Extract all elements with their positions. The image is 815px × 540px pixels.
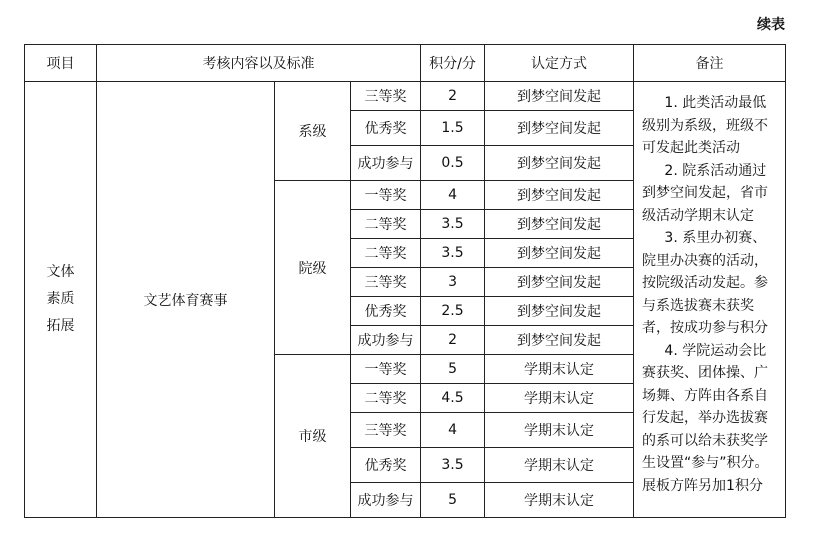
method-cell: 到梦空间发起 xyxy=(485,268,634,297)
method-cell: 到梦空间发起 xyxy=(485,210,634,239)
award-cell: 二等奖 xyxy=(351,384,421,413)
method-cell: 到梦空间发起 xyxy=(485,111,634,146)
award-cell: 三等奖 xyxy=(351,82,421,111)
header-score: 积分/分 xyxy=(421,45,485,82)
award-cell: 二等奖 xyxy=(351,239,421,268)
score-cell: 3 xyxy=(421,268,485,297)
score-table xyxy=(24,44,786,518)
award-cell: 优秀奖 xyxy=(351,297,421,326)
header-content: 考核内容以及标准 xyxy=(97,45,421,82)
score-cell: 4 xyxy=(421,413,485,448)
score-cell: 4.5 xyxy=(421,384,485,413)
notes-cell xyxy=(634,82,786,518)
score-cell: 4 xyxy=(421,181,485,210)
score-cell: 1.5 xyxy=(421,111,485,146)
event-cell: 文艺体育赛事 xyxy=(97,82,275,518)
level-city: 市级 xyxy=(275,355,351,518)
score-cell: 3.5 xyxy=(421,448,485,483)
award-cell: 一等奖 xyxy=(351,181,421,210)
score-cell: 3.5 xyxy=(421,210,485,239)
header-item: 项目 xyxy=(25,45,97,82)
header-note: 备注 xyxy=(634,45,786,82)
score-cell: 5 xyxy=(421,483,485,518)
award-cell: 成功参与 xyxy=(351,483,421,518)
award-cell: 一等奖 xyxy=(351,355,421,384)
note-item: 4. 学院运动会比赛获奖、团体操、广场舞、方阵由各系自行发起，举办选拔赛的系可以给未获奖学生设置“参与”积分。展板方阵另加1积分 xyxy=(642,342,769,494)
header-method: 认定方式 xyxy=(485,45,634,82)
score-cell: 2 xyxy=(421,326,485,355)
method-cell: 到梦空间发起 xyxy=(485,297,634,326)
score-cell: 2.5 xyxy=(421,297,485,326)
method-cell: 学期末认定 xyxy=(485,355,634,384)
level-dept: 系级 xyxy=(275,82,351,181)
score-cell: 3.5 xyxy=(421,239,485,268)
item-cell xyxy=(25,82,97,518)
item-line: 素质 xyxy=(46,291,75,307)
method-cell: 到梦空间发起 xyxy=(485,239,634,268)
item-line: 文体 xyxy=(46,264,75,280)
score-cell: 0.5 xyxy=(421,146,485,181)
table-row xyxy=(25,82,786,111)
item-line: 拓展 xyxy=(46,318,75,334)
award-cell: 三等奖 xyxy=(351,268,421,297)
award-cell: 优秀奖 xyxy=(351,111,421,146)
score-cell: 5 xyxy=(421,355,485,384)
note-item: 1. 此类活动最低级别为系级，班级不可发起此类活动 xyxy=(642,95,769,156)
score-cell: 2 xyxy=(421,82,485,111)
note-item: 2. 院系活动通过到梦空间发起，省市级活动学期末认定 xyxy=(642,162,769,224)
method-cell: 学期末认定 xyxy=(485,448,634,483)
award-cell: 优秀奖 xyxy=(351,448,421,483)
method-cell: 到梦空间发起 xyxy=(485,82,634,111)
method-cell: 学期末认定 xyxy=(485,413,634,448)
award-cell: 二等奖 xyxy=(351,210,421,239)
header-row xyxy=(25,45,786,82)
method-cell: 学期末认定 xyxy=(485,384,634,413)
method-cell: 到梦空间发起 xyxy=(485,181,634,210)
level-college: 院级 xyxy=(275,181,351,355)
award-cell: 成功参与 xyxy=(351,146,421,181)
award-cell: 三等奖 xyxy=(351,413,421,448)
method-cell: 到梦空间发起 xyxy=(485,326,634,355)
method-cell: 学期末认定 xyxy=(485,483,634,518)
continued-caption: 续表 xyxy=(757,17,785,33)
award-cell: 成功参与 xyxy=(351,326,421,355)
method-cell: 到梦空间发起 xyxy=(485,146,634,181)
note-item: 3. 系里办初赛、院里办决赛的活动，按院级活动发起。参与系选拔赛未获奖者，按成功参与积分 xyxy=(642,230,769,336)
